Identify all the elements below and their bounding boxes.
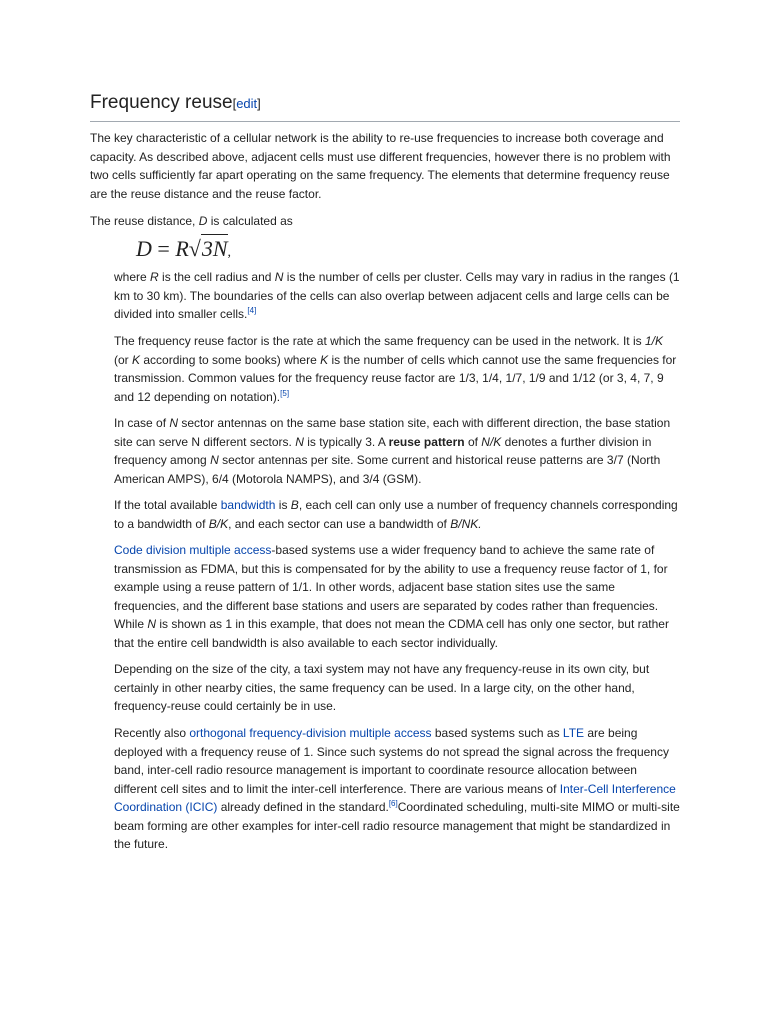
reference-6[interactable]: [6]	[388, 799, 398, 808]
variable-n: N	[169, 416, 179, 430]
text-span: according to some books) where	[140, 352, 321, 367]
reuse-pattern-term: reuse pattern	[388, 434, 465, 449]
variable-b-k: B/K	[208, 516, 229, 531]
reuse-factor-paragraph	[114, 332, 680, 406]
intro-paragraph: The key characteristic of a cellular network is the ability to re-use frequencies to increase both coverage and capacity. As described above, adjacent cells must use different frequencies, however there is no problem with two cells sufficiently far apart operating on the same frequency. The elements that determine frequency reuse are the reuse distance and the reuse factor.	[90, 131, 671, 201]
formula-comma: ,	[227, 245, 232, 260]
text-span: denotes a further division in frequency among	[114, 434, 652, 467]
reference-4[interactable]: [4]	[247, 306, 257, 315]
variable-b: B	[290, 498, 299, 512]
ofdma-link[interactable]: orthogonal frequency-division multiple access	[189, 726, 432, 740]
text-span: sector antennas per site. Some current and historical reuse patterns are 3/7 (North American AMPS), 6/4 (Motorola NAMPS), and 3/4 (GSM).	[114, 453, 661, 486]
reuse-distance-paragraph	[90, 212, 680, 231]
text-span: is calculated as	[207, 214, 293, 228]
ofdma-paragraph	[114, 724, 680, 854]
text-span: is the number of cells per cluster. Cells may vary in radius in the ranges (1 km to 30 km). The boundaries of the cells can also overlap between adjacent cells and large cells can be divided into smaller cells.	[114, 270, 680, 321]
text-span: is typically 3. A	[303, 434, 389, 449]
formula-lhs: D	[136, 236, 152, 261]
text-span: is the number of cells which cannot use the same frequencies for transmission. Common values for the frequency reuse factor are 1/3, 1/4, 1/7, 1/9 and 1/12 (or 3, 4, 7, 9 and 12 depending on notation).	[114, 352, 677, 404]
cdma-link[interactable]: Code division multiple access	[114, 543, 272, 557]
lte-link[interactable]: LTE	[562, 726, 585, 740]
text-span: In case of	[114, 416, 170, 430]
variable-n: N	[295, 434, 304, 449]
text-span: The frequency reuse factor is the rate at which the same frequency can be used in the network. It is	[114, 334, 645, 348]
variable-b-nk: B/NK.	[450, 516, 482, 531]
variable-n: N	[274, 270, 284, 284]
variable-k: K	[132, 352, 141, 367]
variable-n: N	[210, 453, 219, 467]
variable-k: K	[320, 352, 329, 367]
text-span: is	[275, 498, 291, 512]
text-span: -based systems use a wider frequency band to achieve the same rate of transmission as FDMA, but this is compensated for by the ability to use a frequency reuse factor of 1, for example using a reuse pattern of 1/1. In other words, adjacent base station sites use the same frequencies, and the different base stations and users are separated by codes rather than frequencies. While	[114, 543, 668, 631]
section-heading	[90, 90, 680, 122]
section-title: Frequency reuse	[90, 92, 233, 113]
reference-5[interactable]: [5]	[280, 388, 290, 398]
variable-n-k: N/K	[481, 434, 502, 449]
text-span: , each cell can only use a number of frequency channels corresponding to a bandwidth of	[114, 498, 678, 531]
text-span: of	[464, 434, 482, 449]
formula-radicand	[201, 234, 228, 263]
text-span: already defined in the standard.	[217, 800, 389, 814]
text-span: Recently also	[114, 726, 190, 740]
text-span: are being deployed with a frequency reuse of 1. Since such systems do not spread the signal across the frequency band, inter-cell radio resource management is important to coordinate resource allocation between different cell sites and to limit the inter-cell interference. There are various means of	[114, 726, 669, 796]
cdma-paragraph	[114, 541, 680, 652]
variable-1-k: 1/K	[644, 334, 663, 348]
text-span: (or	[114, 352, 132, 367]
text-span: Coordinated scheduling, multi-site MIMO or multi-site beam forming are other examples for inter-cell radio resource management that might be standardized in the future.	[114, 800, 680, 851]
radicand-text: 3N	[201, 236, 228, 261]
taxi-paragraph: Depending on the size of the city, a taxi system may not have any frequency-reuse in its own city, but certainly in other nearby cities, the same frequency can be used. In a large city, on the other hand, frequency-reuse could certainly be in use.	[114, 662, 650, 713]
text-span: The reuse distance,	[90, 214, 199, 228]
text-span: where	[114, 270, 151, 284]
text-span: is shown as 1 in this example, that does not mean the CDMA cell has only one sector, but rather that the entire cell bandwidth is also available to each sector individually.	[114, 617, 669, 650]
text-span: based systems such as	[431, 726, 563, 740]
sector-antennas-paragraph	[114, 414, 680, 488]
variable-d: D	[198, 214, 208, 228]
bandwidth-link[interactable]: bandwidth	[220, 498, 276, 512]
icic-link[interactable]: Inter-Cell Interference Coordination (ICIC)	[114, 781, 676, 814]
bandwidth-paragraph	[114, 496, 680, 533]
reuse-distance-formula	[136, 234, 231, 267]
formula-equals: =	[151, 236, 176, 261]
text-span: , and each sector can use a bandwidth of	[228, 516, 451, 531]
edit-section-link-wrapper: [edit]	[232, 96, 261, 111]
where-paragraph	[114, 268, 680, 324]
variable-r: R	[150, 270, 159, 284]
text-span: If the total available	[114, 498, 221, 512]
formula-r: R	[175, 236, 189, 261]
text-span: is the cell radius and	[158, 270, 275, 284]
variable-n: N	[147, 617, 157, 631]
edit-section-link[interactable]: edit	[236, 96, 258, 111]
text-span: sector antennas on the same base station site, each with different direction, the base station site can serve N different sectors.	[114, 416, 671, 449]
sqrt-sign: √	[188, 236, 201, 261]
